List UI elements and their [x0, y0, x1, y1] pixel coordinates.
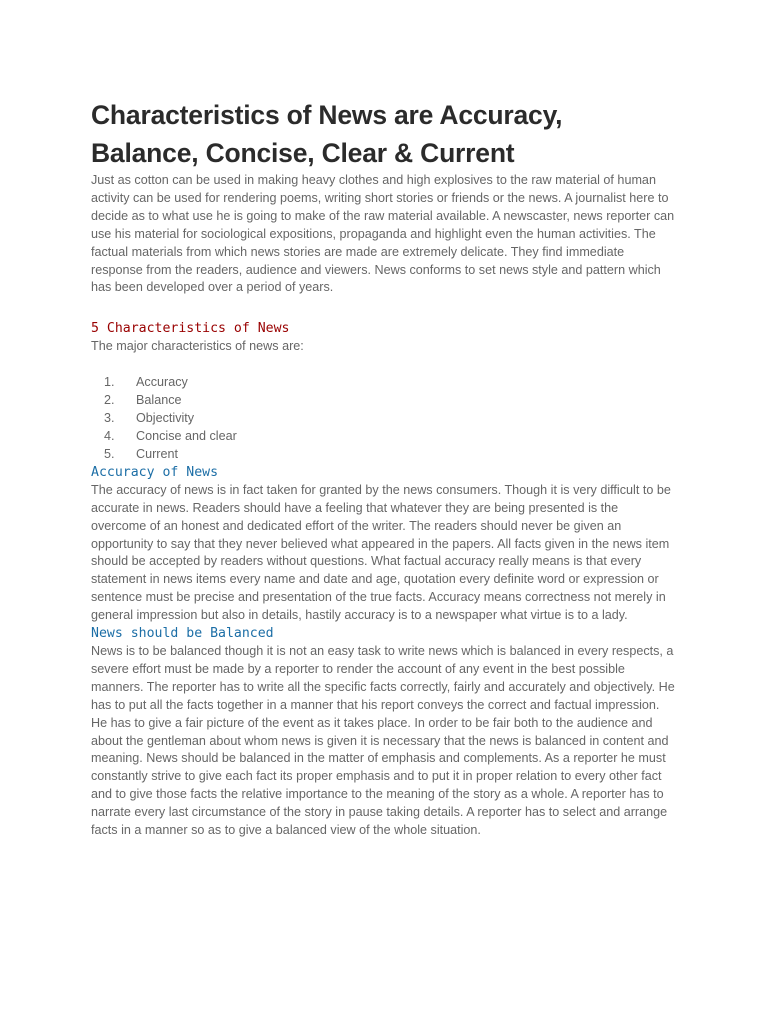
list-item-label: Concise and clear: [136, 428, 237, 443]
list-item: [91, 428, 676, 446]
list-item-number: 1.: [104, 375, 115, 390]
article: [91, 96, 676, 840]
list-item-number: 3.: [104, 411, 115, 426]
list-item-number: 4.: [104, 428, 115, 443]
list-item-number: 5.: [104, 446, 115, 461]
list-item: [91, 374, 676, 392]
balanced-paragraph: News is to be balanced though it is not an easy task to write news which is balanced in every respects, a severe effort must be made by a reporter to render the account of any event in the best possible manners. The reporter has to write all the specific facts correctly, fairly and accurately and objectively. He has to put all the facts together in a manner that his report conveys the correct and factual impression. He has to give a fair picture of the event as it takes place. In order to be fair both to the audience and about the gentleman about whom news is given it is necessary that the news is balanced in content and meaning. News should be balanced in the matter of emphasis and complements. As a reporter he must constantly strive to give each fact its proper emphasis and to put it in proper relation to every other fact and to give those facts the relative importance to the meaning of the story as a whole. A reporter has to narrate every last circumstance of the story in pause taking details. A reporter has to select and arrange facts in a manner so as to give a balanced view of the whole situation.: [91, 644, 675, 838]
list-item-label: Objectivity: [136, 411, 195, 426]
accuracy-heading: Accuracy of News: [91, 464, 219, 480]
characteristics-list: [91, 374, 676, 464]
list-item-label: Current: [136, 446, 178, 461]
balanced-heading: News should be Balanced: [91, 626, 274, 642]
list-item: [91, 446, 676, 464]
accuracy-paragraph: The accuracy of news is in fact taken for granted by the news consumers. Though it is very difficult to be accurate in news. Readers should have a feeling that whatever they are being presented is the overcome of an honest and dedicated effort of the writer. The readers should never be given an opportunity to say that they never believed what appeared in the papers. All facts given in the news item should be accepted by readers without questions. What factual accuracy really means is that every statement in news items every name and date and age, quotation every definite word or expression or sentence must be precise and presentation of the true facts. Accuracy means correctness not merely in general impression but also in details, hastily accuracy is to a newspaper what virtue is to a lady.: [91, 482, 671, 623]
list-item: [91, 392, 676, 410]
list-item: [91, 410, 676, 428]
list-item-number: 2.: [104, 393, 115, 408]
list-item-label: Balance: [136, 393, 182, 408]
list-item-label: Accuracy: [136, 375, 188, 390]
characteristics-heading: 5 Characteristics of News: [91, 321, 290, 337]
intro-paragraph: Just as cotton can be used in making heavy clothes and high explosives to the raw material of human activity can be used for rendering poems, writing short stories or friends or the news. A journalist here to decide as to what use he is going to make of the raw material available. A newscaster, news reporter can use his material for sociological expositions, propaganda and highlight even the human activities. The factual materials from which news stories are made are extremely delicate. They find immediate response from the readers, audience and viewers. News conforms to set news style and pattern which has been developed over a period of years.: [91, 173, 675, 295]
page-title: Characteristics of News are Accuracy, Balance, Concise, Clear & Current: [91, 100, 563, 168]
characteristics-lead: The major characteristics of news are:: [91, 339, 304, 354]
